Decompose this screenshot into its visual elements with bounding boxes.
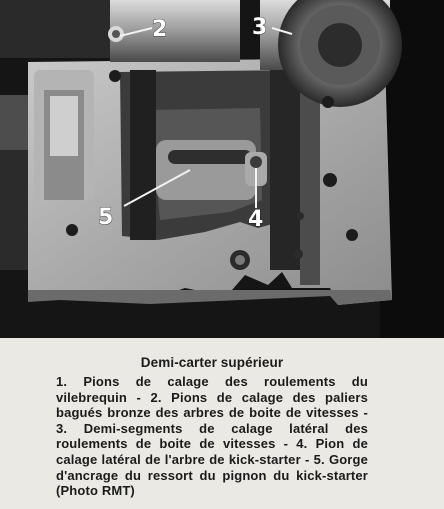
callout-4: 4 [248, 207, 264, 232]
callout-2: 2 [152, 17, 168, 42]
caption-body: 1. Pions de calage des roulements du vilebrequin - 2. Pions de calage des paliers bagués bronze des arbres de boite de vitesses - 3. Demi-segments de calage latéral des roulements de boite de vitesses - 4. Pion de calage latéral de l'arbre de kick-starter - 5. Gorge d'ancrage du ressort du pignon du kick-starter (Photo RMT) [56, 374, 368, 499]
figure-caption [56, 355, 368, 499]
caption-title: Demi-carter supérieur [140, 355, 284, 370]
callout-3: 3 [252, 15, 268, 40]
callout-5: 5 [98, 205, 114, 230]
